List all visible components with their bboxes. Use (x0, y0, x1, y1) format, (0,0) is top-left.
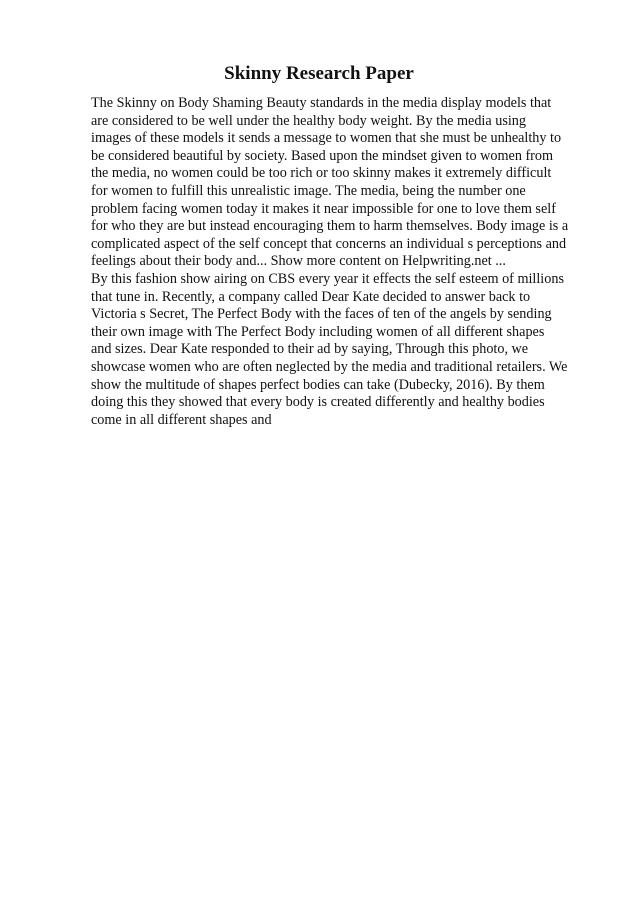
body-line: be considered beautiful by society. Based upon the mindset given to women from (91, 147, 554, 164)
body-line: complicated aspect of the self concept that concerns an individual s perceptions and (91, 235, 567, 252)
body-line: for who they are but instead encouraging them to harm themselves. Body image is a (91, 218, 569, 235)
body-line: Victoria s Secret, The Perfect Body with the faces of ten of the angels by sending (91, 306, 552, 323)
document-title: Skinny Research Paper (224, 63, 414, 84)
body-line: that tune in. Recently, a company called Dear Kate decided to answer back to (91, 288, 531, 305)
body-line: for women to fulfill this unrealistic image. The media, being the number one (91, 182, 526, 199)
body-line: By this fashion show airing on CBS every year it effects the self esteem of millions (91, 270, 564, 287)
body-line: feelings about their body and... Show more content on Helpwriting.net ... (91, 253, 506, 270)
body-line: doing this they showed that every body is created differently and healthy bodies (91, 394, 545, 411)
body-line: show the multitude of shapes perfect bodies can take (Dubecky, 2016). By them (91, 376, 545, 393)
body-line: showcase women who are often neglected by the media and traditional retailers. We (91, 358, 568, 375)
body-line: images of these models it sends a message to women that she must be unhealthy to (91, 130, 562, 147)
body-line: come in all different shapes and (91, 411, 272, 428)
body-line: are considered to be well under the healthy body weight. By the media using (91, 112, 526, 129)
body-line: and sizes. Dear Kate responded to their ad by saying, Through this photo, we (91, 341, 529, 358)
body-line: their own image with The Perfect Body including women of all different shapes (91, 323, 545, 340)
document-body (91, 95, 586, 429)
body-line: problem facing women today it makes it near impossible for one to love them self (91, 200, 556, 217)
body-line: The Skinny on Body Shaming Beauty standards in the media display models that (91, 95, 552, 111)
body-line: the media, no women could be too rich or too skinny makes it extremely difficult (91, 165, 552, 182)
